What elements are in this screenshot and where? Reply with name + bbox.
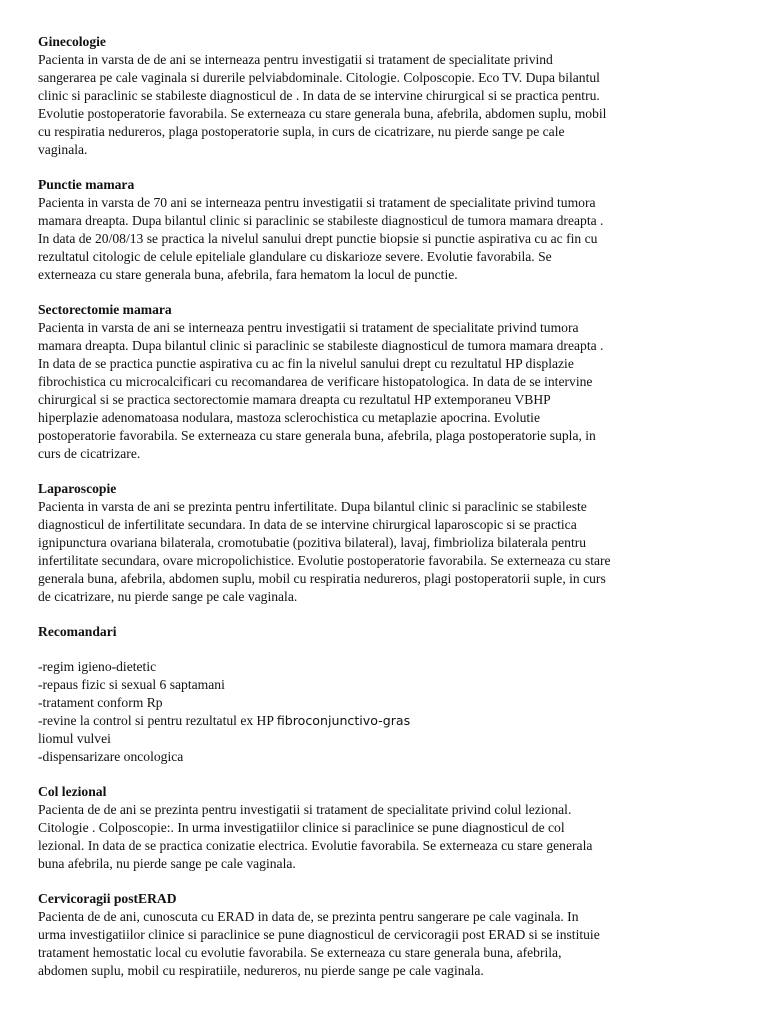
text-line: Pacienta in varsta de 70 ani se interneaza pentru investigatii si tratament de specialitate privind tumora [38, 195, 596, 210]
text-line: abdomen suplu, mobil cu respiratiile, nedureros, nu pierde sange pe cale vaginala. [38, 963, 484, 978]
text-line: vaginala. [38, 142, 88, 157]
text-line: rezultatul citologic de celule epiteliale glandulare cu diskarioze severe. Evolutie favorabila. Se [38, 249, 552, 264]
text-line: hiperplazie adenomatoasa nodulara, mastoza sclerochistica cu metaplazie apocrina. Evolutie [38, 410, 540, 425]
text-line: urma investigatiilor clinice si paraclinice se pune diagnosticul de cervicoragii post ERAD si se instituie [38, 927, 600, 942]
section-col-lezional [38, 783, 738, 873]
text-line: curs de cicatrizare. [38, 446, 141, 461]
text-line: postoperatorie favorabila. Se externeaza cu stare generala buna, afebrila, plaga postoperatorie supla, in [38, 428, 596, 443]
text-line: In data de se practica punctie aspirativa cu ac fin la nivelul sanului drept cu rezultatul HP displazie [38, 356, 574, 371]
text-line: Citologie . Colposcopie:. In urma investigatiilor clinice si paraclinice se pune diagnosticul de col [38, 820, 565, 835]
section-punctie-mamara [38, 176, 738, 284]
list-item: -regim igieno-dietetic [38, 659, 157, 674]
text-line: diagnosticul de infertilitate secundara. In data de se intervine chirurgical laparoscopic si se practica [38, 517, 577, 532]
section-sectorectomie-mamara [38, 301, 738, 463]
text-line: sangerarea pe cale vaginala si durerile pelviabdominale. Citologie. Colposcopie. Eco TV. Dupa bilantul [38, 70, 600, 85]
text-line: generala buna, afebrila, abdomen suplu, mobil cu respiratia nedureros, plagi postoperatorii suple, in curs [38, 571, 606, 586]
section-title: Punctie mamara [38, 177, 135, 192]
list-item: -repaus fizic si sexual 6 saptamani [38, 677, 225, 692]
paragraph [38, 908, 738, 980]
section-title: Laparoscopie [38, 481, 117, 496]
text-line: tratament hemostatic local cu evolutie favorabila. Se externeaza cu stare generala buna, afebrila, [38, 945, 562, 960]
text-line: Pacienta de de ani se prezinta pentru investigatii si tratament de specialitate privind colul lezional. [38, 802, 572, 817]
section-title: Ginecologie [38, 34, 106, 49]
paragraph [38, 498, 738, 606]
paragraph [38, 51, 738, 159]
text-line: lezional. In data de se practica conizatie electrica. Evolutie favorabila. Se externeaza cu stare generala [38, 838, 593, 853]
section-title: Sectorectomie mamara [38, 302, 172, 317]
text-line: cu respiratia nedureros, plaga postoperatorie supla, in curs de cicatrizare, nu pierde sange pe cale [38, 124, 565, 139]
text-line: In data de 20/08/13 se practica la nivelul sanului drept punctie biopsie si punctie aspirativa cu ac fin cu [38, 231, 598, 246]
text-line: ignipunctura ovariana bilaterala, cromotubatie (pozitiva bilateral), lavaj, fimbrioliza bilaterala pentru [38, 535, 587, 550]
document-page [38, 33, 738, 980]
list-item: -dispensarizare oncologica [38, 749, 184, 764]
section-ginecologie [38, 33, 738, 159]
text-line: mamara dreapta. Dupa bilantul clinic si paraclinic se stabileste diagnosticul de tumora mamara dreapta . [38, 213, 604, 228]
list-item [38, 712, 738, 730]
section-recomandari [38, 623, 738, 766]
text-line: Pacienta in varsta de ani se prezinta pentru infertilitate. Dupa bilantul clinic si paraclinic se stabileste [38, 499, 587, 514]
text-line: Evolutie postoperatorie favorabila. Se externeaza cu stare generala buna, afebrila, abdomen suplu, mobil [38, 106, 607, 121]
paragraph [38, 194, 738, 284]
text-line: Pacienta in varsta de ani se interneaza pentru investigatii si tratament de specialitate privind tumora [38, 320, 579, 335]
text-line: Pacienta de de ani, cunoscuta cu ERAD in data de, se prezinta pentru sangerare pe cale vaginala. In [38, 909, 579, 924]
text-line: mamara dreapta. Dupa bilantul clinic si paraclinic se stabileste diagnosticul de tumora mamara dreapta . [38, 338, 604, 353]
text-line: Pacienta in varsta de de ani se interneaza pentru investigatii si tratament de specialitate privind [38, 52, 553, 67]
text-line: infertilitate secundara, ovare micropolichistice. Evolutie postoperatorie favorabila. Se externeaza cu stare [38, 553, 611, 568]
text-line: externeaza cu stare generala buna, afebrila, fara hematom la locul de punctie. [38, 267, 458, 282]
paragraph [38, 319, 738, 463]
section-title: Col lezional [38, 784, 107, 799]
section-cervicoragii [38, 890, 738, 980]
section-laparoscopie [38, 480, 738, 606]
text-line: fibrochistica cu microcalcificari cu recomandarea de verificare histopatologica. In data de se intervine [38, 374, 593, 389]
text-line: buna afebrila, nu pierde sange pe cale vaginala. [38, 856, 296, 871]
list-item-suffix: fibroconjunctivo-gras [276, 713, 411, 728]
list-item: -tratament conform Rp [38, 695, 163, 710]
section-title: Cervicoragii postERAD [38, 891, 177, 906]
list-item: liomul vulvei [38, 731, 111, 746]
text-line: de cicatrizare, nu pierde sange pe cale vaginala. [38, 589, 298, 604]
paragraph [38, 801, 738, 873]
section-title: Recomandari [38, 624, 117, 639]
text-line: clinic si paraclinic se stabileste diagnosticul de . In data de se intervine chirurgical si se practica pentru. [38, 88, 600, 103]
list-item-text: -revine la control si pentru rezultatul ex HP [38, 713, 277, 728]
text-line: chirurgical si se practica sectorectomie mamara dreapta cu rezultatul HP extemporaneu VBHP [38, 392, 551, 407]
